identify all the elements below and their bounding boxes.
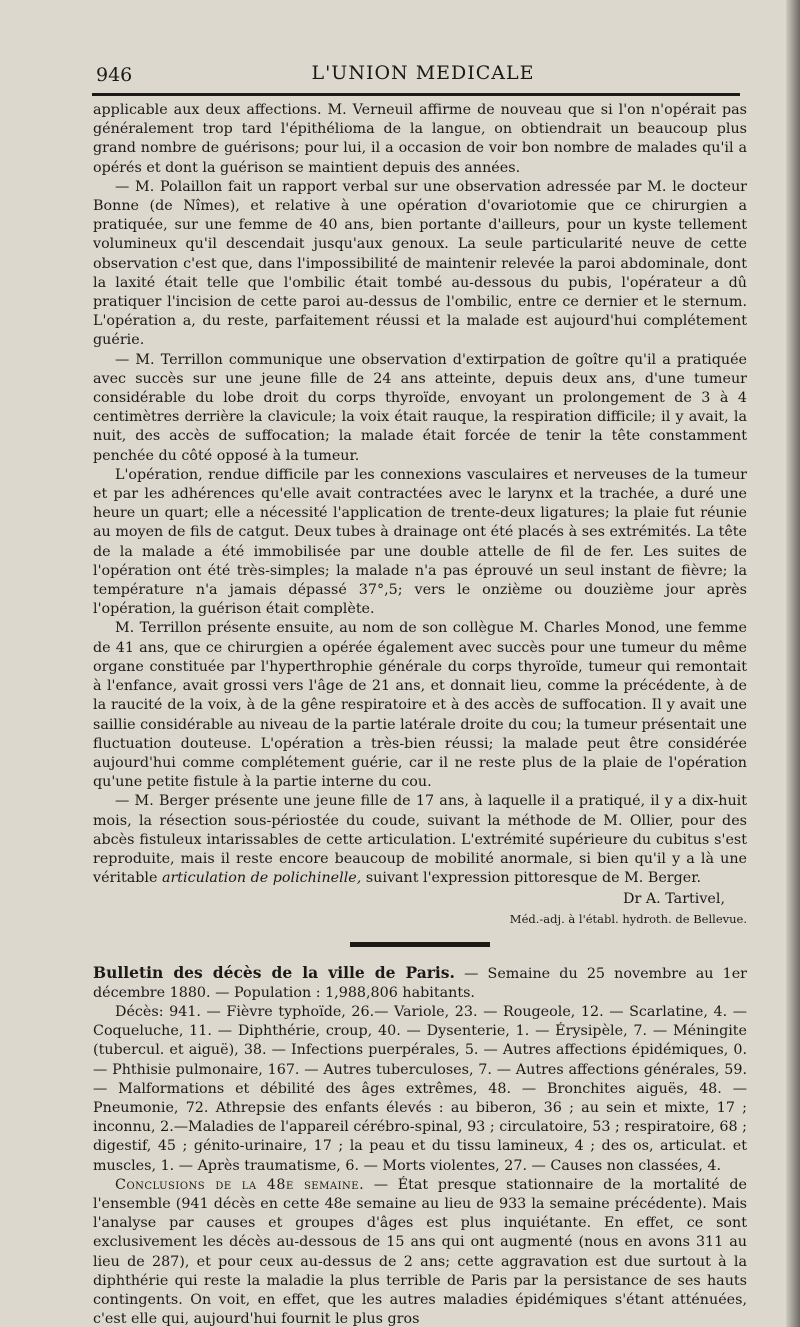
section-separator	[350, 942, 490, 947]
signature-affiliation: Méd.-adj. à l'établ. hydroth. de Bellevue.	[509, 911, 747, 926]
bulletin-conclusions	[93, 1176, 747, 1327]
header-rule	[92, 93, 740, 96]
signature-name: Dr A. Tartivel,	[622, 891, 725, 908]
bulletin-heading	[93, 963, 747, 1003]
bulletin-title: Bulletin des décès de la ville de Paris.	[93, 962, 455, 982]
paragraph-monod: M. Terrillon présente ensuite, au nom de son collègue M. Charles Monod, une femme de 41 ans, que ce chirurgien a opérée également avec succès pour une tumeur du même organe constituée par l'hyperthrophie générale du corps thyroïde, tumeur qui remontait à l'enfance, avait grossi vers l'âge de 21 ans, et donnait lieu, comme la précédente, à de la raucité de la voix, à de la gêne respiratoire et à des accès de suffocation. Il y avait une saillie considérable au niveau de la partie latérale droite du cou; la tumeur présentait une fluctuation douteuse. L'opération a très-bien réussi; la malade peut être considérée aujourd'hui comme complétement guérie, car il ne reste plus de la plaie de l'opération qu'une petite fistule à la partie interne du cou.	[93, 620, 747, 791]
paragraph-terrillon: — M. Terrillon communique une observation d'extirpation de goître qu'il a pratiquée avec succès sur une jeune fille de 24 ans atteinte, depuis deux ans, d'une tumeur considérable du lobe droit du corps thyroïde, envoyant un prolongement de 3 à 4 centimètres derrière la clavicule; la voix était rauque, la respiration difficile; il y avait, la nuit, des accès de suffocation; la malade était forcée de tenir la tête constamment penchée du côté opposé à la tumeur.	[93, 351, 747, 464]
page-header	[96, 58, 750, 92]
paragraph-verneuil: applicable aux deux affections. M. Verneuil affirme de nouveau que si l'on n'opérait pas généralement trop tard l'épithélioma de la langue, on obtiendrait un beaucoup plus grand nombre de guérisons; pour lui, il a occasion de voir bon nombre de malades qu'il a opérés et dont la guérison se maintient depuis des années.	[93, 102, 747, 176]
journal-title: L'UNION MEDICALE	[311, 62, 535, 84]
berger-tail: suivant l'expression pittoresque de M. Berger.	[365, 870, 702, 887]
berger-italic: articulation de polichinelle,	[161, 870, 362, 887]
conclusions-label: Conclusions de la 48e semaine.	[115, 1176, 365, 1193]
conclusions-text: — État presque stationnaire de la mortalité de l'ensemble (941 décès en cette 48e semaine au lieu de 933 la semaine précédente). Mais l'analyse par causes et groupes d'âges est plus inquiétante. En effet, ce sont exclusivement les décès au-dessous de 15 ans qui ont augmenté (nous en avons 311 au lieu de 287), et pour ceux au-dessus de 2 ans; cette aggravation est due surtout à la diphthérie qui reste la maladie la plus terrible de Paris par la persistance de ses hauts contingents. On voit, en effet, que les autres maladies épidémiques s'étant atténuées, c'est elle qui, aujourd'hui fournit le plus gros	[93, 1176, 747, 1327]
page-number: 946	[96, 64, 133, 86]
bulletin-intro: — Semaine du 25 novembre au 1er décembre 1880. — Population : 1,988,806 habitants.	[93, 965, 747, 1001]
article-body	[93, 101, 747, 1327]
berger-text: — M. Berger présente une jeune fille de 17 ans, à laquelle il a pratiqué, il y a dix-huit mois, la résection sous-périostée du coude, suivant la méthode de M. Ollier, pour des abcès fistuleux intarissables de cette articulation. L'extrémité supérieure du cubitus s'est reproduite, mais il reste encore beaucoup de mobilité anormale, si bien qu'il y a là une véritable	[93, 793, 747, 887]
paragraph-polaillon: — M. Polaillon fait un rapport verbal sur une observation adressée par M. le docteur Bonne (de Nîmes), et relative à une opération d'ovariotomie que ce chirurgien a pratiquée, sur une femme de 40 ans, bien portante d'ailleurs, pour un kyste tellement volumineux qu'il descendait jusqu'aux genoux. La seule particularité neuve de cette observation c'est que, dans l'impossibilité de maintenir relevée la paroi abdominale, dont la laxité était telle que l'ombilic était tombé au-dessous du pubis, l'opérateur a dû pratiquer l'incision de cette paroi au-dessus de l'ombilic, entre ce dernier et le sternum. L'opération a, du reste, parfaitement réussi et la malade est aujourd'hui complétement guérie.	[93, 178, 747, 349]
paragraph-operation: L'opération, rendue difficile par les connexions vasculaires et nerveuses de la tumeur et par les adhérences qu'elle avait contractées avec le larynx et la trachée, a duré une heure un quart; elle a nécessité l'application de trente-deux ligatures; la plaie fut réunie au moyen de fils de catgut. Deux tubes à drainage ont été placés à ses extrémités. La tête de la malade a été immobilisée par une double attelle de fil de fer. Les suites de l'opération ont été très-simples; la malade n'a pas éprouvé un seul instant de fièvre; la température n'a jamais dépassé 37°,5; vers le onzième ou douzième jour après l'opération, la guérison était complète.	[93, 466, 747, 618]
page-spine-shadow	[786, 0, 800, 1327]
bulletin-deaths: Décès: 941. — Fièvre typhoïde, 26.— Variole, 23. — Rougeole, 12. — Scarlatine, 4. — Coqueluche, 11. — Diphthérie, croup, 40. — Dysenterie, 1. — Érysipèle, 7. — Méningite (tubercul. et aiguë), 38. — Infections puerpérales, 5. — Autres affections épidémiques, 0. — Phthisie pulmonaire, 167. — Autres tuberculoses, 7. — Autres affections générales, 59. — Malformations et débilité des âges extrêmes, 48. — Bronchites aiguës, 48. — Pneumonie, 72. Athrepsie des enfants élevés : au biberon, 36 ; au sein et mixte, 17 ; inconnu, 2.—Maladies de l'appareil cérébro-spinal, 93 ; circulatoire, 53 ; respiratoire, 68 ; digestif, 45 ; génito-urinaire, 17 ; la peau et du tissu lamineux, 4 ; des os, articulat. et muscles, 1. — Après traumatisme, 6. — Morts violentes, 27. — Causes non classées, 4.	[93, 1003, 747, 1174]
paragraph-berger	[93, 792, 747, 888]
